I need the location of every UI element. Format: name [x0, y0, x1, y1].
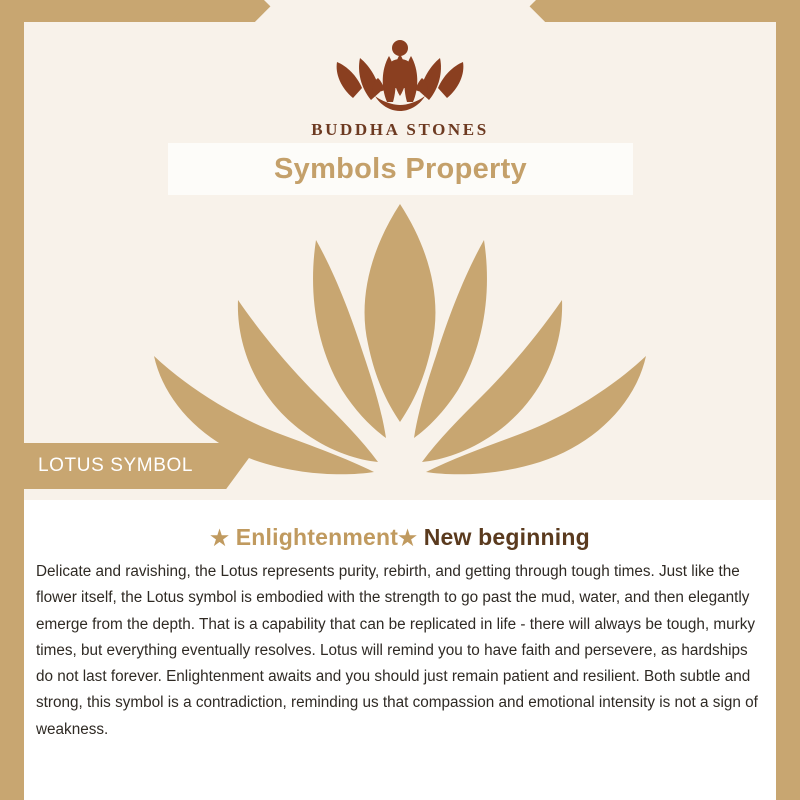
- brand-name: BUDDHA STONES: [311, 120, 489, 139]
- page-title-band: [168, 143, 633, 195]
- lotus-meditation-figure-icon: [315, 26, 485, 118]
- brand-logo: [0, 26, 800, 140]
- frame-border-right-bottom: [776, 470, 800, 800]
- content-headline: [28, 524, 772, 551]
- star-icon-left: ★: [210, 527, 230, 550]
- frame-border-left-bottom: [0, 470, 24, 800]
- headline-part-one: Enlightenment: [235, 524, 399, 550]
- star-icon-right: ★: [398, 527, 418, 550]
- hero-label-ribbon: [0, 443, 260, 489]
- content-body: Delicate and ravishing, the Lotus represents purity, rebirth, and getting through tough times. Just like the flower itself, the Lotus symbol is embodied with the strength to go past the mud, water, and then elegantly emerge from the depth. That is a capability that can be replicated in life - there will always be tough, murky times, but everything eventually resolves. Lotus will remind you to have faith and persevere, as hardships do not last forever. Enlightenment awaits and you should just remain patient and resilient. Both subtle and strong, this symbol is a contradiction, reminding us that compassion and emotional intensity is not a sign of weakness.: [36, 563, 758, 738]
- headline-part-two: New beginning: [423, 524, 590, 550]
- description-panel: [24, 500, 776, 800]
- page-title: Symbols Property: [274, 152, 527, 185]
- hero-label-text: LOTUS SYMBOL: [38, 455, 194, 476]
